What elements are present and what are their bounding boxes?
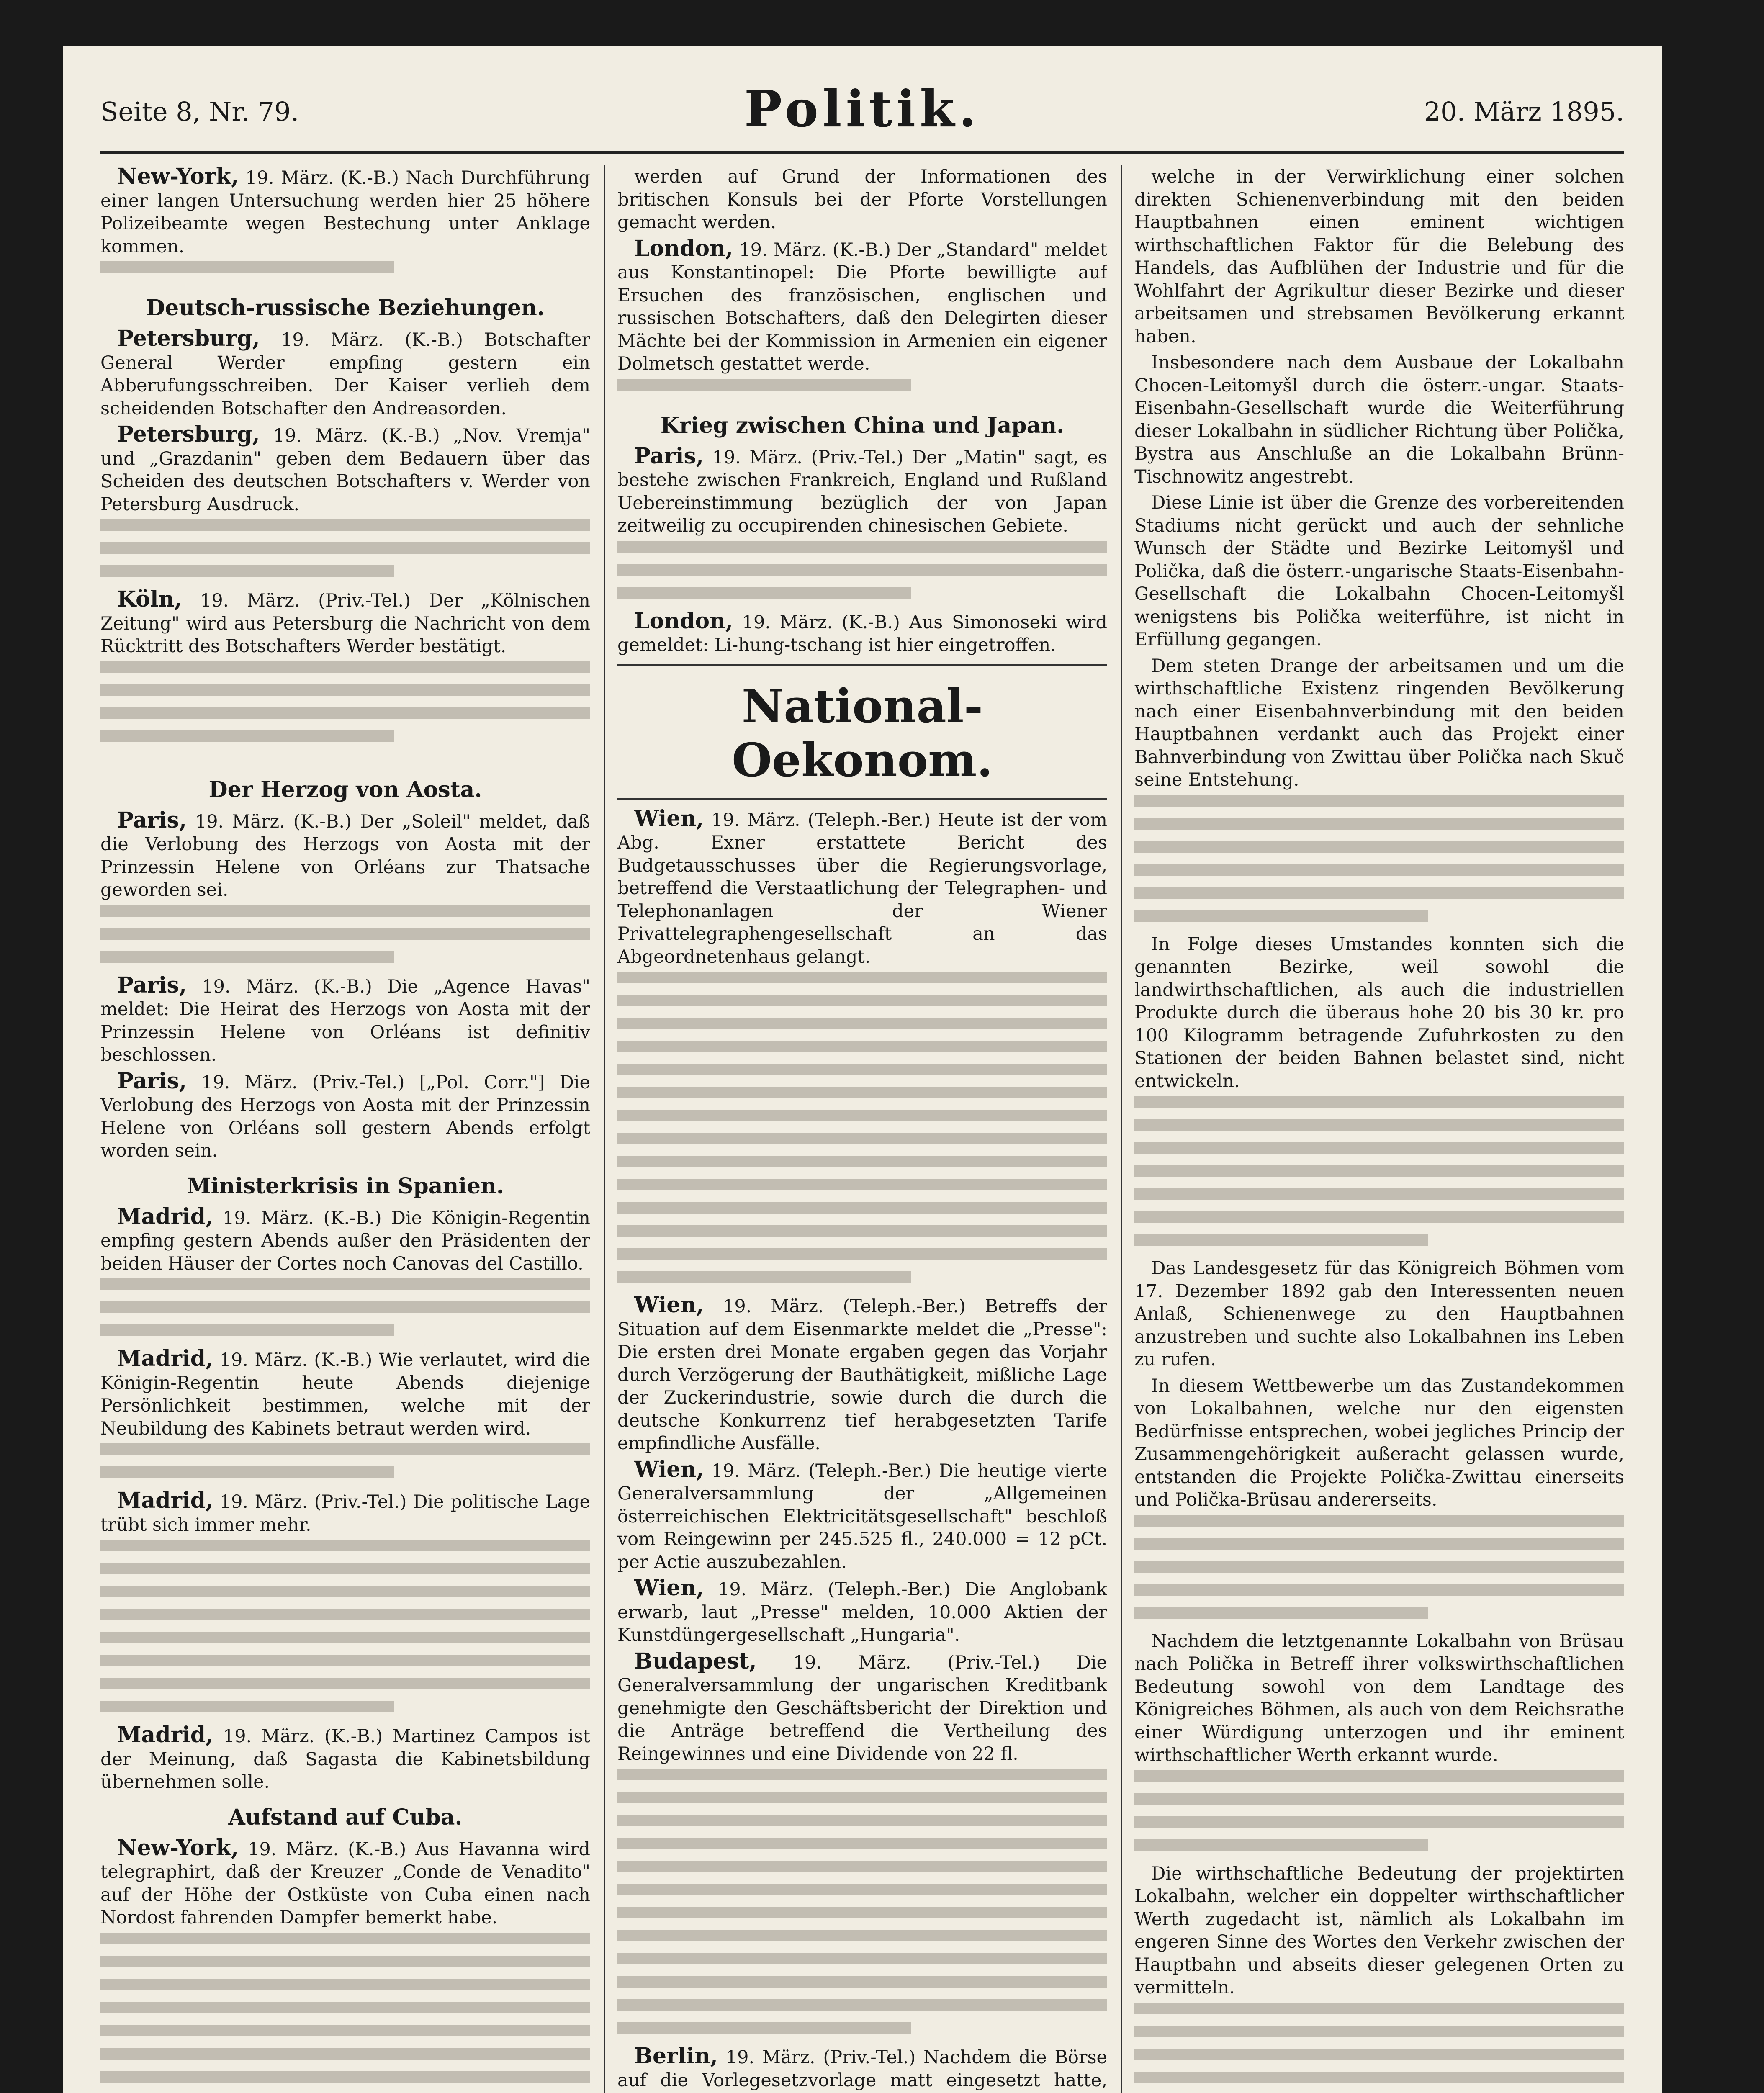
dateline: New-York,: [117, 165, 239, 189]
article-text: Die wirthschaftliche Bedeutung der projektirten Lokalbahn, welcher ein doppelter wirthschaftlicher Werth zugedacht ist, nämlich als Lokalbahn im engeren Sinne des Wortes den Verkehr zwischen der Hauptbahn und abseits dieser gelegenen Orten zu vermitteln.: [1134, 1863, 1624, 1998]
text-filler: [617, 379, 1107, 402]
section-heading: Krieg zwischen China und Japan.: [660, 412, 1065, 438]
article-text: 19. März. (K.-B.) Nach Durchführung einer langen Untersuchung werden hier 25 höhere Polizeibeamte wegen Bestechung unter Anklage kommen.: [100, 167, 590, 257]
text-filler: [100, 519, 590, 588]
text-line: [100, 661, 590, 673]
section-rule: [617, 664, 1107, 666]
text-line: [100, 707, 590, 719]
text-filler: [1134, 1515, 1624, 1630]
text-filler: [100, 905, 590, 974]
text-filler: [100, 1933, 590, 2093]
dateline: Madrid,: [117, 1722, 213, 1748]
text-line: [100, 261, 394, 273]
text-line: [617, 972, 1107, 983]
article-text: Das Landesgesetz für das Königreich Böhmen vom 17. Dezember 1892 gab den Interessenten neuen Anlaß, Schienenwege zu den Hauptbahnen anzustreben und suchte also Lokalbahnen ins Leben zu rufen.: [1134, 1258, 1624, 1370]
text-filler: [617, 541, 1107, 610]
article: [617, 610, 1107, 657]
article-text: 19. März. (Teleph.-Ber.) Heute ist der vom Abg. Exner erstattete Bericht des Budgetausschusses über die Regierungsvorlage, betreffend die Verstaatlichung der Telegraphen- und Telephonanlagen der Wiener Privattelegraphengesellschaft an das Abgeordnetenhaus gelangt.: [617, 809, 1107, 967]
text-line: [1134, 1584, 1624, 1596]
text-line: [100, 1678, 590, 1689]
text-line: [100, 1466, 394, 1478]
text-line: [100, 684, 590, 696]
text-line: [1134, 1119, 1624, 1131]
text-line: [100, 1563, 590, 1574]
article: [100, 165, 590, 258]
article-text: 19. März. (K.-B.) „Nov. Vremja" und „Grazdanin" geben dem Bedauern über das Scheiden des deutschen Botschafters v. Werder von Petersburg Ausdruck.: [100, 425, 590, 515]
text-line: [100, 1655, 590, 1666]
text-line: [1134, 1096, 1624, 1108]
text-line: [1134, 1211, 1624, 1223]
text-line: [617, 1133, 1107, 1144]
dateline: Köln,: [117, 586, 182, 612]
text-line: [617, 1838, 1107, 1849]
article: [617, 1577, 1107, 1647]
dateline: Madrid,: [117, 1346, 213, 1371]
text-filler: [100, 1443, 590, 1489]
dateline: Wien,: [634, 1575, 704, 1601]
text-line: [1134, 841, 1624, 853]
article-text: 19. März. (Teleph.-Ber.) Betreffs der Situation auf dem Eisenmarkte meldet die „Presse": Die ersten drei Monate ergaben gegen das Vorjahr durch Verzögerung der Bauthätigkeit, mißliche Lage der Zuckerindustrie, sowie durch die durch die deutsche Konkurrenz tief herabgesetzten Tarife empfindliche Ausfälle.: [617, 1296, 1107, 1454]
text-filler: [1134, 795, 1624, 933]
dateline: Wien,: [634, 1292, 704, 1318]
article-text: 19. März. (K.-B.) Die Königin-Regentin empfing gestern Abends außer den Präsidenten der beiden Häuser der Cortes noch Canovas del Castillo.: [100, 1207, 590, 1274]
article: [1134, 491, 1624, 651]
text-line: [100, 1443, 590, 1455]
article-text: 19. März. (K.-B.) Wie verlautet, wird die Königin-Regentin heute Abends diejenige Persönlichkeit bestimmen, welche mit der Neubildung des Kabinets betraut werden wird.: [100, 1350, 590, 1439]
article: [617, 1294, 1107, 1455]
text-line: [1134, 1142, 1624, 1154]
column-2: [617, 165, 1107, 2093]
text-line: [1134, 795, 1624, 807]
text-filler: [1134, 2003, 1624, 2093]
text-filler: [617, 1769, 1107, 2045]
dateline: Wien,: [634, 805, 704, 831]
article-text: 19. März. (Teleph.-Ber.) Die heutige vierte Generalversammlung der „Allgemeinen österreichischen Elektricitätsgesellschaft" beschloß vom Reingewinn per 245.525 fl., 240.000 = 12 pCt. per Actie auszubezahlen.: [617, 1460, 1107, 1573]
text-line: [1134, 864, 1624, 876]
text-line: [617, 1041, 1107, 1052]
article-text: 19. März. (Priv.-Tel.) Die politische Lage trübt sich immer mehr.: [100, 1491, 590, 1535]
text-line: [1134, 887, 1624, 899]
article: [1134, 1257, 1624, 1371]
article-text: Dem steten Drange der arbeitsamen und um die wirthschaftliche Existenz ringenden Bevölkerung nach einer Eisenbahnverbindung mit den beiden Hauptbahnen verdankt auch das Projekt einer Bahnverbindung von Zwittau über Polička nach Skuč seine Entstehung.: [1134, 655, 1624, 790]
article: [617, 445, 1107, 537]
article: [100, 974, 590, 1067]
text-line: [100, 1701, 394, 1712]
text-line: [1134, 1839, 1428, 1851]
text-line: [100, 1324, 394, 1336]
text-line: [1134, 1234, 1428, 1246]
article: [1134, 1375, 1624, 1512]
text-line: [1134, 2049, 1624, 2060]
dateline: London,: [634, 608, 733, 634]
text-line: [617, 1156, 1107, 1167]
article-text: 19. März. (K.-B.) Der „Standard" meldet aus Konstantinopel: Die Pforte bewilligte auf Ersuchen des französischen, englischen und russischen Botschafters, daß den Delegirten dieser Mächte bei der Kommission in Armenien ein eigener Dolmetsch gestattet werde.: [617, 239, 1107, 374]
article-text: 19. März. (K.-B.) Aus Simonoseki wird gemeldet: Li-hung-tschang ist hier eingetroffen.: [617, 612, 1107, 656]
dateline: Paris,: [634, 443, 704, 469]
dateline: Wien,: [634, 1456, 704, 1482]
text-line: [617, 1907, 1107, 1918]
text-line: [100, 730, 394, 742]
dateline: Petersburg,: [117, 422, 260, 447]
article: [100, 1724, 590, 1794]
page-header: [100, 80, 1624, 142]
newspaper-page: [63, 46, 1662, 2093]
article: [617, 807, 1107, 969]
article: [100, 1837, 590, 1929]
text-line: [1134, 1538, 1624, 1550]
article-text: 19. März. (Teleph.-Ber.) Die Anglobank erwarb, laut „Presse" melden, 10.000 Aktien der Kunstdüngergesellschaft „Hungaria".: [617, 1579, 1107, 1646]
text-line: [617, 379, 911, 391]
text-line: [100, 1956, 590, 1967]
article-text: Insbesondere nach dem Ausbaue der Lokalbahn Chocen-Leitomyšl durch die österr.-ungar. Staats-Eisenbahn-Gesellschaft wurde die Weiterführung dieser Lokalbahn in südlicher Richtung über Polička, Bystra aus Anschluße an die Lokalbahn Brünn-Tischnowitz angestrebt.: [1134, 352, 1624, 487]
section-heading: Ministerkrisis in Spanien.: [186, 1173, 504, 1199]
text-line: [1134, 1816, 1624, 1828]
text-line: [100, 565, 394, 577]
article: [100, 588, 590, 658]
article-text: 19. März. (Priv.-Tel.) Nachdem die Börse auf die Vorlegesetzvorlage matt eingesetzt hatte,: [617, 2047, 1107, 2091]
text-line: [1134, 1165, 1624, 1177]
text-line: [617, 1064, 1107, 1075]
article: [1134, 351, 1624, 488]
text-line: [617, 1953, 1107, 1964]
text-line: [100, 2025, 590, 2036]
column-1: [100, 165, 590, 2093]
text-line: [100, 519, 590, 531]
section-heading: Deutsch-russische Beziehungen.: [146, 295, 545, 321]
text-line: [617, 1202, 1107, 1214]
text-line: [617, 1930, 1107, 1941]
article: [100, 1203, 590, 1275]
issue-date: 20. März 1895.: [1424, 96, 1624, 127]
column-3: [1134, 165, 1624, 2093]
text-line: [617, 1271, 911, 1283]
dateline: Madrid,: [117, 1203, 213, 1229]
text-filler: [100, 661, 590, 766]
article: [617, 165, 1107, 234]
text-line: [100, 1540, 590, 1551]
dateline: Petersburg,: [117, 326, 260, 351]
dateline: New-York,: [117, 1835, 239, 1861]
text-line: [617, 564, 1107, 576]
column-divider: [604, 165, 605, 2093]
page-number: Seite 8, Nr. 79.: [100, 96, 299, 127]
article-text: 19. März. (Priv.-Tel.) Der „Matin" sagt, es bestehe zwischen Frankreich, England und Rußland Uebereinstimmung bezüglich der von Japan zeitweilig zu occupirenden chinesischen Gebiete.: [617, 447, 1107, 536]
text-filler: [100, 1278, 590, 1347]
article: [617, 1650, 1107, 1766]
text-line: [617, 1999, 1107, 2011]
article: [1134, 933, 1624, 1093]
text-line: [1134, 1188, 1624, 1200]
article: [617, 237, 1107, 375]
text-line: [617, 1018, 1107, 1029]
text-line: [100, 1632, 590, 1643]
text-line: [100, 1979, 590, 1990]
article-text: 19. März. (Priv.-Tel.) Der „Kölnischen Zeitung" wird aus Petersburg die Nachricht von dem Rücktritt des Botschafters Werder bestätigt.: [100, 590, 590, 657]
text-line: [100, 905, 590, 917]
dateline: Berlin,: [634, 2043, 718, 2069]
section-heading: Der Herzog von Aosta.: [208, 777, 482, 802]
dateline: Paris,: [117, 807, 187, 833]
section-masthead: National-Oekonom.: [732, 679, 993, 787]
text-line: [100, 1278, 590, 1290]
text-filler: [100, 261, 590, 284]
text-line: [100, 1933, 590, 1944]
dateline: London,: [634, 235, 733, 261]
article-text: Nachdem die letztgenannte Lokalbahn von Brüsau nach Polička in Betreff ihrer volkswirthschaftlichen Bedeutung sowohl von dem Landtage des Königreiches Böhmen, als auch von dem Reichsrathe einer Würdigung unterzogen und ihr eminent wirthschaftlicher Werth erkannt wurde.: [1134, 1630, 1624, 1766]
section-heading: Aufstand auf Cuba.: [228, 1804, 463, 1830]
article: [1134, 1630, 1624, 1767]
article: [1134, 1862, 1624, 1999]
text-line: [100, 2002, 590, 2013]
column-divider: [1121, 165, 1122, 2093]
text-filler: [100, 1540, 590, 1724]
text-line: [1134, 2003, 1624, 2014]
text-line: [100, 1586, 590, 1597]
dateline: Budapest,: [634, 1648, 757, 1674]
article-text: 19. März. (K.-B.) Botschafter General Werder empfing gestern ein Abberufungsschreiben. Der Kaiser verlieh dem scheidenden Botschafter den Andreasorden.: [100, 329, 590, 419]
columns: [100, 165, 1624, 2093]
article-text: 19. März. (Priv.-Tel.) Die Generalversammlung der ungarischen Kreditbank genehmigte den Geschäftsbericht der Direktion und die Anträge betreffend die Vertheilung des Reingewinnes und eine Dividende von 22 fl.: [617, 1652, 1107, 1764]
text-line: [617, 995, 1107, 1006]
text-line: [1134, 910, 1428, 922]
article: [100, 809, 590, 902]
article-text: welche in der Verwirklichung einer solchen direkten Schienenverbindung mit den beiden Hauptbahnen einen eminent wichtigen wirthschaftlichen Faktor für die Belebung des Handels, das Aufblühen der Industrie und für die Wohlfahrt der Agrikultur dieser Bezirke und dieser arbeitsamen und strebsamen Bevölkerung erkannt haben.: [1134, 166, 1624, 347]
article: [1134, 165, 1624, 348]
article: [1134, 655, 1624, 792]
text-line: [1134, 1770, 1624, 1782]
text-line: [100, 951, 394, 963]
text-line: [617, 1976, 1107, 1988]
text-line: [1134, 2026, 1624, 2037]
text-filler: [617, 972, 1107, 1294]
text-line: [617, 1884, 1107, 1895]
article-text: In Folge dieses Umstandes konnten sich die genannten Bezirke, weil sowohl die landwirthschaftlichen, als auch die industriellen Produkte durch die überaus hohe 20 bis 30 kr. pro 100 Kilogramm betragende Zufuhrkosten zu den Stationen der beiden Bahnen belastet sind, nicht entwickeln.: [1134, 933, 1624, 1092]
article: [617, 1458, 1107, 1574]
text-line: [1134, 2072, 1624, 2083]
text-line: [617, 1815, 1107, 1826]
text-line: [617, 541, 1107, 553]
text-filler: [1134, 1770, 1624, 1862]
text-line: [1134, 1515, 1624, 1527]
article-text: 19. März. (K.-B.) Aus Havanna wird telegraphirt, daß der Kreuzer „Conde de Venadito" auf der Höhe der Ostküste von Cuba einen nach Nordost fahrenden Dampfer bemerkt habe.: [100, 1838, 590, 1928]
article-text: In diesem Wettbewerbe um das Zustandekommen von Lokalbahnen, welche nur den eigensten Bedürfnisse entsprechen, wobei jegliches Princip der Zusammengehörigkeit außeracht gelassen wurde, entstanden die Projekte Polička-Zwittau einerseits und Polička-Brüsau andererseits.: [1134, 1375, 1624, 1510]
dateline: Paris,: [117, 1068, 187, 1094]
article: [617, 2045, 1107, 2093]
text-line: [100, 1609, 590, 1620]
text-line: [100, 542, 590, 554]
article-text: 19. März. (K.-B.) Der „Soleil" meldet, daß die Verlobung des Herzogs von Aosta mit der Prinzessin Helene von Orléans zur Thatsache geworden sei.: [100, 811, 590, 900]
article-text: 19. März. (Priv.-Tel.) [„Pol. Corr."] Die Verlobung des Herzogs von Aosta mit der Prinzessin Helene von Orléans soll gestern Abends erfolgt worden sein.: [100, 1072, 590, 1161]
dateline: Paris,: [117, 972, 187, 998]
text-line: [617, 1179, 1107, 1190]
text-line: [1134, 818, 1624, 830]
text-line: [617, 1225, 1107, 1237]
article-text: 19. März. (K.-B.) Die „Agence Havas" meldet: Die Heirat des Herzogs von Aosta mit der Prinzessin Helene von Orléans ist definitiv beschlossen.: [100, 976, 590, 1065]
text-line: [617, 1792, 1107, 1803]
article: [100, 1489, 590, 1536]
text-line: [617, 1769, 1107, 1780]
text-line: [617, 1248, 1107, 1260]
text-line: [1134, 1793, 1624, 1805]
text-line: [617, 1110, 1107, 1121]
text-line: [617, 2022, 911, 2034]
text-line: [100, 1301, 590, 1313]
text-line: [617, 587, 911, 599]
article-text: 19. März. (K.-B.) Martinez Campos ist der Meinung, daß Sagasta die Kabinetsbildung übernehmen solle.: [100, 1726, 590, 1792]
text-line: [100, 2071, 590, 2083]
article-text: Diese Linie ist über die Grenze des vorbereitenden Stadiums nicht gerückt und auch der sehnliche Wunsch der Städte und Bezirke Leitomyšl und Polička, daß die österr.-ungarische Staats-Eisenbahn-Gesellschaft die Lokalbahn Chocen-Leitomyšl wenigstens bis Polička weiterführe, ist nicht in Erfüllung gegangen.: [1134, 492, 1624, 650]
article: [100, 327, 590, 420]
text-line: [100, 928, 590, 940]
section-rule: [617, 798, 1107, 800]
dateline: Madrid,: [117, 1488, 213, 1513]
text-filler: [1134, 1096, 1624, 1257]
section-title: Politik.: [744, 80, 981, 139]
article: [100, 423, 590, 516]
article-text: werden auf Grund der Informationen des britischen Konsuls bei der Pforte Vorstellungen gemacht werden.: [617, 166, 1107, 233]
text-line: [1134, 1607, 1428, 1619]
text-line: [617, 1087, 1107, 1098]
header-rule: [100, 151, 1624, 154]
text-line: [100, 2048, 590, 2060]
article: [100, 1070, 590, 1162]
text-line: [1134, 1561, 1624, 1573]
text-line: [617, 1861, 1107, 1872]
article: [100, 1347, 590, 1440]
